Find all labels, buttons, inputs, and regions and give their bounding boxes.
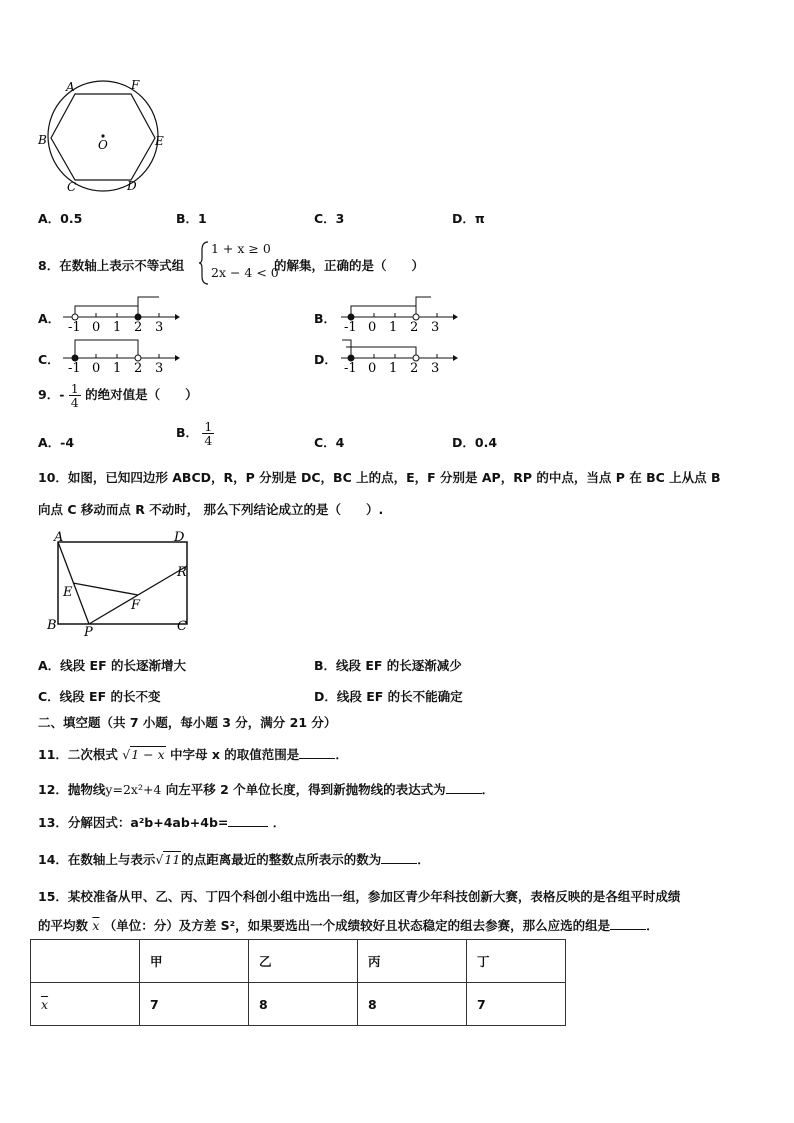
q8-brace — [198, 240, 210, 286]
q14-prefix: 14．在数轴上与表示 — [38, 852, 156, 867]
q8-number-line-a — [58, 293, 180, 333]
q9-option-b-den: 4 — [204, 433, 213, 449]
q9-prefix: 9．- — [38, 387, 65, 403]
q11 — [38, 745, 348, 763]
section-2-header: 二、填空题（共 7 小题，每小题 3 分，满分 21 分） — [38, 715, 337, 730]
q10-line-2: 向点 C 移动而点 R 不动时， 那么下列结论成立的是（ ）. — [38, 502, 384, 517]
q13-end: ． — [272, 815, 286, 830]
quadrilateral-abcd — [58, 542, 187, 624]
q14-suffix: 的点距离最近的整数点所表示的数为 — [181, 852, 382, 867]
q11-blank[interactable] — [299, 757, 335, 759]
label-o: O — [98, 138, 108, 152]
q10-option-b: B．线段 EF 的长逐渐减少 — [314, 658, 462, 673]
tick-c-3: 1 — [113, 361, 122, 374]
q15-line-1: 15．某校准备从甲、乙、丙、丁四个科创小组中选出一组，参加区青少年科技创新大赛，表格反映的是各组平时成绩 — [38, 889, 681, 904]
table-header-cell: 甲 — [140, 940, 249, 983]
tick-c-5: 3 — [155, 361, 164, 374]
q9-option-a: A．-4 — [38, 435, 75, 450]
tick-b-3: 1 — [389, 320, 398, 333]
q7-option-d: D．π — [452, 211, 485, 226]
q11-radicand: 1 − x — [131, 747, 165, 762]
q8-option-b-label: B． — [314, 311, 337, 326]
q10-quadrilateral-figure — [42, 528, 194, 640]
q14-sqrt: √11 — [155, 852, 181, 867]
q9-suffix: 的绝对值是（ ） — [85, 387, 198, 403]
q15-blank[interactable] — [610, 928, 646, 930]
label-b: B — [38, 133, 47, 147]
tick-b-5: 3 — [431, 320, 440, 333]
tick-d-4: 2 — [410, 361, 419, 374]
table-row-label — [31, 983, 140, 1026]
q14-radicand: 11 — [164, 852, 181, 867]
tick-d-3: 1 — [389, 361, 398, 374]
tick-a-4: 2 — [134, 320, 143, 333]
q13-text: 13．分解因式：a²b+4ab+4b= — [38, 815, 229, 830]
q14 — [38, 850, 430, 868]
tick-d-5: 3 — [431, 361, 440, 374]
q9-fraction — [69, 382, 81, 409]
tick-d-2: 0 — [368, 361, 377, 374]
q8-inequality-2: 2x − 4 < 0 — [211, 265, 279, 280]
q11-sqrt: √1 − x — [122, 747, 165, 762]
q11-suffix: 中字母 x 的取值范围是 — [170, 747, 300, 762]
q9-fraction-den: 4 — [70, 395, 79, 411]
q9-stem — [38, 382, 198, 409]
q8-option-c-label: C． — [38, 352, 60, 367]
label-e: E — [63, 585, 73, 600]
q8-inequality-1: 1 + x ≥ 0 — [211, 241, 271, 256]
tick-b-2: 0 — [368, 320, 377, 333]
q12-end: ． — [481, 782, 495, 797]
tick-d-1: -1 — [344, 361, 357, 374]
q13 — [38, 813, 285, 831]
q14-end: ． — [417, 852, 430, 867]
q8-prefix: 8．在数轴上表示不等式组 — [38, 258, 185, 273]
q9-option-d: D．0.4 — [452, 435, 498, 450]
label-b: B — [47, 618, 57, 633]
table-cell: 8 — [249, 983, 358, 1026]
q9-option-b-fraction — [202, 420, 214, 447]
label-e: E — [155, 134, 164, 148]
q10-option-a: A．线段 EF 的长逐渐增大 — [38, 658, 186, 673]
q9-option-b-num: 1 — [204, 419, 213, 434]
tick-a-5: 3 — [155, 320, 164, 333]
q7-option-b: B．1 — [176, 211, 207, 226]
label-c: C — [67, 180, 77, 194]
q15-xbar: $\overline{x}$ — [92, 918, 100, 933]
tick-c-2: 0 — [92, 361, 101, 374]
q9-option-b-label: B． — [176, 425, 199, 441]
q8-number-line-b — [336, 293, 458, 333]
label-c: C — [177, 619, 187, 634]
q10-option-c: C．线段 EF 的长不变 — [38, 689, 161, 704]
q8-number-line-c — [58, 334, 180, 374]
table-row-label-xbar: $\overline{x}$ — [41, 996, 49, 1012]
table-header-cell: 丙 — [358, 940, 467, 983]
table-row — [31, 983, 566, 1026]
label-f: F — [131, 598, 141, 613]
q10-option-d: D．线段 EF 的长不能确定 — [314, 689, 463, 704]
q12-formula: y=2x²+4 — [105, 782, 162, 797]
label-p: P — [84, 625, 93, 640]
tick-a-2: 0 — [92, 320, 101, 333]
q8-suffix: 的解集，正确的是（ ） — [274, 258, 425, 273]
q12-prefix: 12．抛物线 — [38, 782, 106, 797]
q15-line-2-a: 的平均数 — [38, 918, 89, 933]
q14-blank[interactable] — [381, 862, 417, 864]
label-f: F — [131, 78, 140, 92]
tick-c-1: -1 — [68, 361, 81, 374]
q12-suffix: 向左平移 2 个单位长度，得到新抛物线的表达式为 — [165, 782, 446, 797]
q8-option-a-label: A． — [38, 311, 61, 326]
table-header-cell — [31, 940, 140, 983]
q11-end: ． — [335, 747, 348, 762]
q15-line-2 — [38, 916, 659, 934]
q15-end: ． — [646, 918, 659, 933]
label-a: A — [66, 80, 75, 94]
q8-number-line-d — [336, 334, 458, 374]
tick-b-4: 2 — [410, 320, 419, 333]
table-cell: 7 — [140, 983, 249, 1026]
tick-c-4: 2 — [134, 361, 143, 374]
segment-ef — [73, 583, 138, 595]
tick-b-1: -1 — [344, 320, 357, 333]
q9-option-b — [176, 420, 214, 447]
q13-blank[interactable] — [228, 825, 268, 827]
q10-line-1: 10．如图，已知四边形 ABCD，R，P 分别是 DC，BC 上的点，E，F 分别是 AP，RP 的中点，当点 P 在 BC 上从点 B — [38, 470, 721, 485]
q15-line-2-b: （单位：分）及方差 S²，如果要选出一个成绩较好且状态稳定的组去参赛，那么应选的组是 — [103, 918, 611, 933]
label-r: R — [177, 565, 187, 580]
table-cell: 8 — [358, 983, 467, 1026]
q8-option-d-label: D． — [314, 352, 337, 367]
tick-a-3: 1 — [113, 320, 122, 333]
table-cell: 7 — [467, 983, 566, 1026]
table-header-cell: 乙 — [249, 940, 358, 983]
label-d: D — [127, 179, 137, 193]
tick-a-1: -1 — [68, 320, 81, 333]
q12 — [38, 780, 494, 798]
table-header-row — [31, 940, 566, 983]
q7-option-c: C．3 — [314, 211, 345, 226]
label-a: A — [54, 530, 64, 545]
q7-option-a: A．0.5 — [38, 211, 83, 226]
hexagon-circle-figure — [30, 74, 180, 200]
q12-blank[interactable] — [446, 792, 482, 794]
q9-fraction-num: 1 — [70, 381, 79, 396]
q11-prefix: 11．二次根式 — [38, 747, 118, 762]
q9-option-c: C．4 — [314, 435, 345, 450]
label-d: D — [174, 530, 185, 545]
table-header-cell: 丁 — [467, 940, 566, 983]
q15-score-table — [30, 939, 566, 1026]
